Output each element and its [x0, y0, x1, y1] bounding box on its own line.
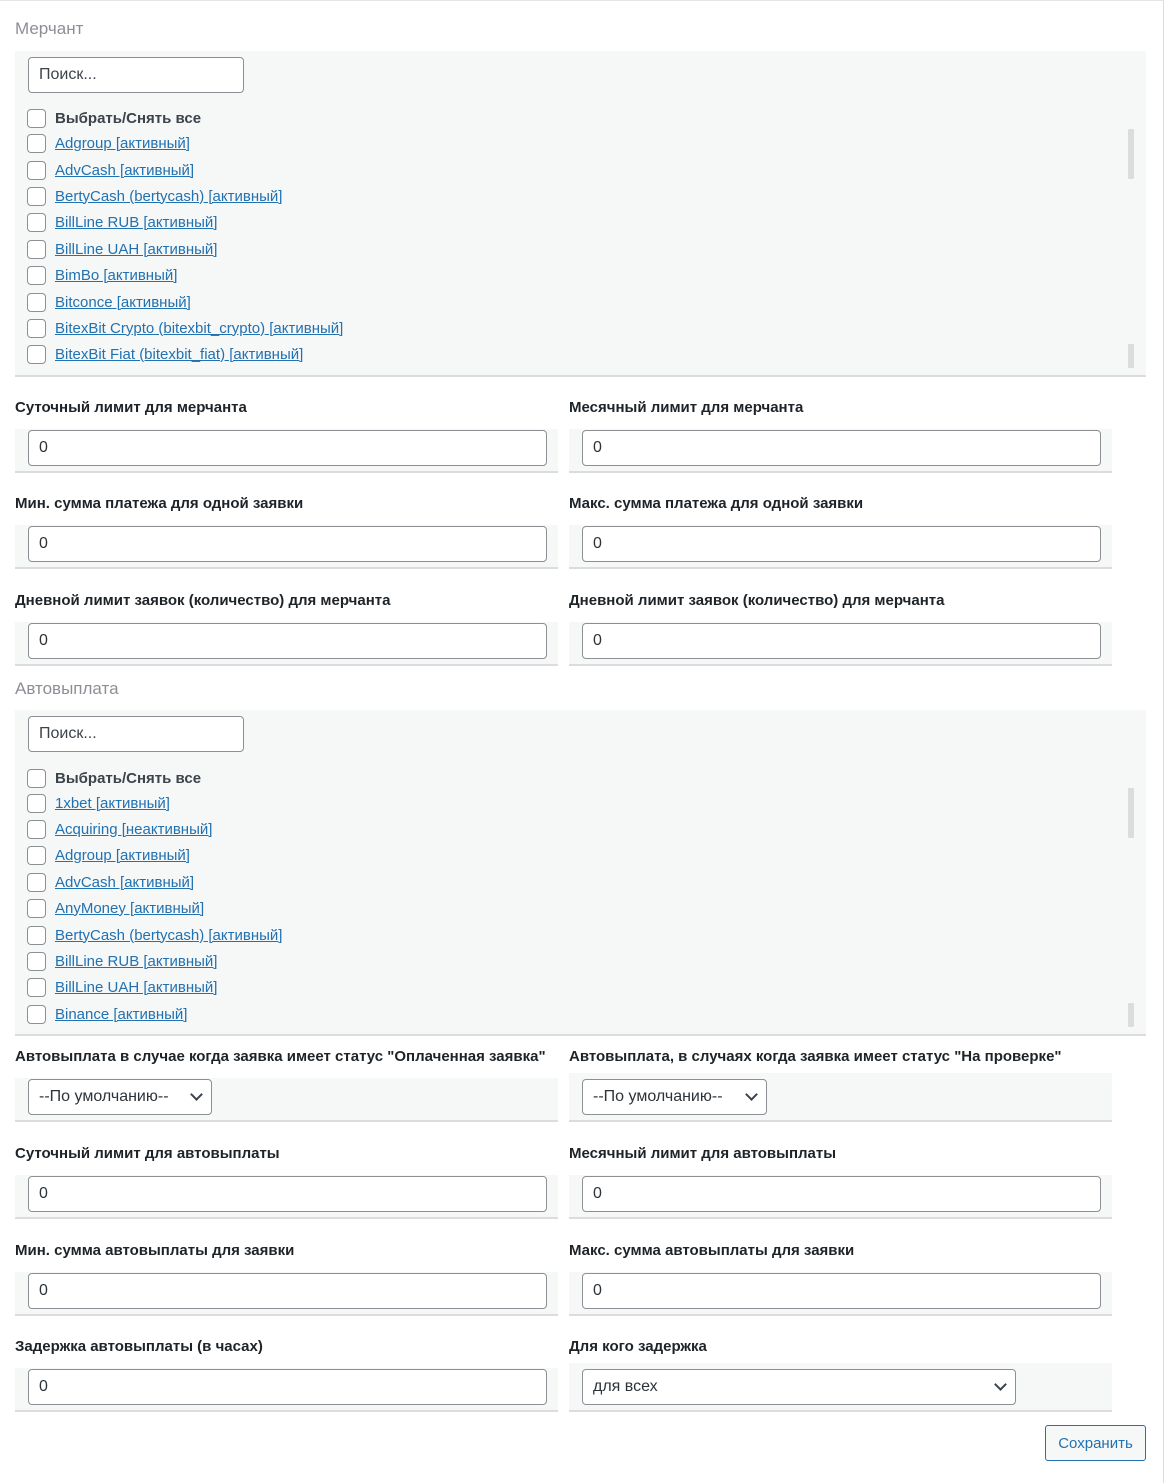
merchant-daily-limit-wrap: [15, 429, 558, 473]
merchant-daily-count-input-2[interactable]: [582, 623, 1101, 659]
autopayout-list-scrollbar-end[interactable]: [1128, 1003, 1134, 1027]
autopayout-item-checkbox[interactable]: [27, 820, 46, 839]
merchant-daily-count-wrap: [15, 622, 558, 666]
merchant-monthly-limit-wrap: [569, 429, 1112, 473]
autopayout-item-link[interactable]: AnyMoney [активный]: [55, 899, 205, 917]
merchant-daily-count-label: Дневной лимит заявок (количество) для мерчанта: [15, 592, 391, 609]
autopayout-list-item[interactable]: [27, 950, 217, 972]
delay-for-select[interactable]: [582, 1369, 1016, 1405]
autopayout-delay-label: Задержка автовыплаты (в часах): [15, 1338, 263, 1355]
autopayout-list-item[interactable]: [27, 897, 204, 919]
merchant-item-link[interactable]: Adgroup [активный]: [55, 134, 190, 152]
autopayout-section-title: Автовыплата: [15, 679, 119, 698]
merchant-list-item[interactable]: [27, 211, 217, 233]
autopayout-min-amount-input[interactable]: [28, 1273, 547, 1309]
chevron-down-icon: [190, 1088, 203, 1101]
autopayout-list-scrollbar[interactable]: [1128, 788, 1134, 838]
autopayout-delay-wrap: [15, 1368, 558, 1412]
merchant-daily-count-input[interactable]: [28, 623, 547, 659]
merchant-list-item[interactable]: [27, 185, 282, 207]
merchant-min-payment-wrap: [15, 525, 558, 569]
chevron-down-icon: [745, 1088, 758, 1101]
merchant-list-item[interactable]: [27, 159, 194, 181]
merchant-item-checkbox[interactable]: [27, 240, 46, 259]
autopayout-review-status-select[interactable]: [582, 1079, 767, 1115]
autopayout-item-link[interactable]: 1xbet [активный]: [55, 794, 170, 812]
merchant-daily-count-label-2: Дневной лимит заявок (количество) для мерчанта: [569, 592, 945, 609]
autopayout-item-checkbox[interactable]: [27, 952, 46, 971]
delay-for-wrap: [569, 1363, 1112, 1412]
autopayout-paid-status-wrap: [15, 1078, 558, 1122]
merchant-daily-limit-label: Суточный лимит для мерчанта: [15, 399, 247, 416]
autopayout-item-link[interactable]: Acquiring [неактивный]: [55, 820, 213, 838]
merchant-max-payment-label: Макс. сумма платежа для одной заявки: [569, 495, 864, 512]
merchant-monthly-limit-label: Месячный лимит для мерчанта: [569, 399, 804, 416]
autopayout-delay-input[interactable]: [28, 1369, 547, 1405]
autopayout-min-amount-wrap: [15, 1272, 558, 1316]
merchant-select-all-row[interactable]: [27, 107, 201, 129]
delay-for-label: Для кого задержка: [569, 1338, 707, 1355]
merchant-list-scrollbar-end[interactable]: [1128, 344, 1134, 368]
autopayout-monthly-limit-label: Месячный лимит для автовыплаты: [569, 1145, 837, 1162]
autopayout-review-status-value: --По умолчанию--: [593, 1088, 723, 1105]
autopayout-list-item[interactable]: [27, 1003, 187, 1025]
autopayout-list-item[interactable]: [27, 818, 212, 840]
merchant-item-link[interactable]: AdvCash [активный]: [55, 161, 195, 179]
merchant-search-input[interactable]: [28, 57, 244, 93]
merchant-select-all-checkbox[interactable]: [27, 109, 46, 128]
autopayout-paid-status-select[interactable]: [28, 1079, 212, 1115]
autopayout-monthly-limit-wrap: [569, 1175, 1112, 1219]
save-button[interactable]: Сохранить: [1045, 1425, 1146, 1461]
autopayout-item-link[interactable]: BillLine UAH [активный]: [55, 978, 218, 996]
autopayout-daily-limit-wrap: [15, 1175, 558, 1219]
merchant-max-payment-wrap: [569, 525, 1112, 569]
autopayout-item-link[interactable]: Adgroup [активный]: [55, 846, 190, 864]
autopayout-checklist: [15, 710, 1146, 1036]
merchant-select-all-label: Выбрать/Снять все: [55, 109, 202, 127]
merchant-item-checkbox[interactable]: [27, 187, 46, 206]
merchant-list-item[interactable]: [27, 264, 177, 286]
autopayout-list-item[interactable]: [27, 792, 170, 814]
merchant-list-item[interactable]: [27, 132, 190, 154]
merchant-section-title: Мерчант: [15, 19, 84, 38]
autopayout-list-item[interactable]: [27, 844, 190, 866]
autopayout-item-checkbox[interactable]: [27, 978, 46, 997]
autopayout-daily-limit-label: Суточный лимит для автовыплаты: [15, 1145, 280, 1162]
autopayout-min-amount-label: Мин. сумма автовыплаты для заявки: [15, 1242, 295, 1259]
autopayout-paid-status-value: --По умолчанию--: [39, 1088, 169, 1105]
merchant-daily-limit-input[interactable]: [28, 430, 547, 466]
merchant-item-link[interactable]: BimBo [активный]: [55, 266, 178, 284]
autopayout-item-checkbox[interactable]: [27, 1005, 46, 1024]
merchant-list-item[interactable]: [27, 291, 191, 313]
autopayout-item-link[interactable]: BertyCash (bertycash) [активный]: [55, 926, 283, 944]
autopayout-review-status-label: Автовыплата, в случаях когда заявка имеет статус "На проверке": [569, 1048, 1062, 1065]
merchant-item-checkbox[interactable]: [27, 345, 46, 364]
merchant-item-link[interactable]: BertyCash (bertycash) [активный]: [55, 187, 283, 205]
autopayout-list-item[interactable]: [27, 976, 217, 998]
merchant-list-item[interactable]: [27, 238, 217, 260]
merchant-daily-count-wrap-2: [569, 622, 1112, 666]
autopayout-list-item[interactable]: [27, 924, 282, 946]
autopayout-monthly-limit-input[interactable]: [582, 1176, 1101, 1212]
autopayout-max-amount-label: Макс. сумма автовыплаты для заявки: [569, 1242, 855, 1259]
chevron-down-icon: [994, 1378, 1007, 1391]
autopayout-search-input[interactable]: [28, 716, 244, 752]
delay-for-value: для всех: [593, 1378, 658, 1395]
autopayout-item-link[interactable]: Binance [активный]: [55, 1005, 188, 1023]
merchant-list-item[interactable]: [27, 343, 303, 365]
merchant-item-link[interactable]: BillLine UAH [активный]: [55, 240, 218, 258]
autopayout-review-status-wrap: [569, 1073, 1112, 1122]
autopayout-item-checkbox[interactable]: [27, 873, 46, 892]
autopayout-max-amount-wrap: [569, 1272, 1112, 1316]
merchant-max-payment-input[interactable]: [582, 526, 1101, 562]
merchant-list-item[interactable]: [27, 317, 343, 339]
merchant-item-link[interactable]: BitexBit Fiat (bitexbit_fiat) [активный]: [55, 345, 304, 363]
merchant-item-checkbox[interactable]: [27, 319, 46, 338]
merchant-item-link[interactable]: BitexBit Crypto (bitexbit_crypto) [активный]: [55, 319, 344, 337]
autopayout-paid-status-label: Автовыплата в случае когда заявка имеет статус "Оплаченная заявка": [15, 1048, 546, 1065]
autopayout-daily-limit-input[interactable]: [28, 1176, 547, 1212]
autopayout-max-amount-input[interactable]: [582, 1273, 1101, 1309]
autopayout-item-checkbox[interactable]: [27, 926, 46, 945]
merchant-min-payment-input[interactable]: [28, 526, 547, 562]
merchant-item-checkbox[interactable]: [27, 293, 46, 312]
merchant-monthly-limit-input[interactable]: [582, 430, 1101, 466]
autopayout-select-all-checkbox[interactable]: [27, 769, 46, 788]
autopayout-select-all-row[interactable]: [27, 767, 201, 789]
autopayout-list-item[interactable]: [27, 871, 194, 893]
merchant-item-link[interactable]: BillLine RUB [активный]: [55, 213, 218, 231]
autopayout-item-link[interactable]: BillLine RUB [активный]: [55, 952, 218, 970]
merchant-list-scrollbar[interactable]: [1128, 129, 1134, 179]
autopayout-item-checkbox[interactable]: [27, 794, 46, 813]
merchant-item-checkbox[interactable]: [27, 134, 46, 153]
merchant-checklist: [15, 51, 1146, 377]
merchant-item-link[interactable]: Bitconce [активный]: [55, 293, 191, 311]
merchant-item-checkbox[interactable]: [27, 161, 46, 180]
merchant-min-payment-label: Мин. сумма платежа для одной заявки: [15, 495, 304, 512]
autopayout-item-link[interactable]: AdvCash [активный]: [55, 873, 195, 891]
merchant-item-checkbox[interactable]: [27, 213, 46, 232]
merchant-item-checkbox[interactable]: [27, 266, 46, 285]
autopayout-item-checkbox[interactable]: [27, 899, 46, 918]
autopayout-item-checkbox[interactable]: [27, 846, 46, 865]
autopayout-select-all-label: Выбрать/Снять все: [55, 769, 202, 787]
